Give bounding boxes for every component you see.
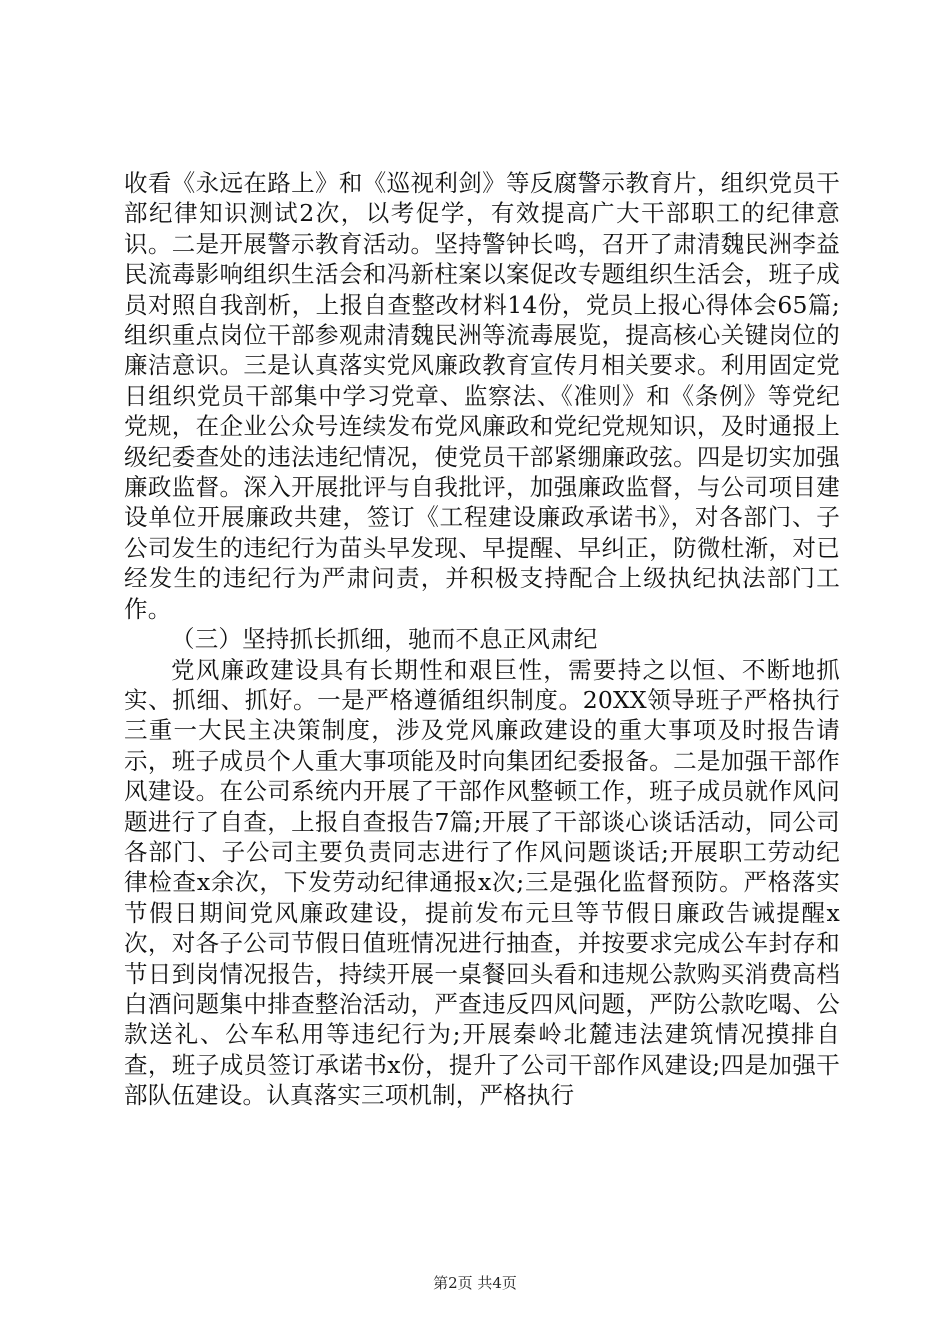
paragraph: 党风廉政建设具有长期性和艰巨性，需要持之以恒、不断地抓实、抓细、抓好。一是严格遵循组织制度。20XX领导班子严格执行三重一大民主决策制度，涉及党风廉政建设的重大事项及时报告请示，班子成员个人重大事项能及时向集团纪委报备。二是加强干部作风建设。在公司系统内开展了干部作风整顿工作，班子成员就作风问题进行了自查，上报自查报告7篇;开展了干部谈心谈话活动，同公司各部门、子公司主要负责同志进行了作风问题谈话;开展职工劳动纪律检查x余次，下发劳动纪律通报x次;三是强化监督预防。严格落实节假日期间党风廉政建设，提前发布元旦等节假日廉政告诫提醒x次，对各子公司节假日值班情况进行抽查，并按要求完成公车封存和节日到岗情况报告，持续开展一桌餐回头看和违规公款购买消费高档白酒问题集中排查整治活动，严查违反四风问题，严防公款吃喝、公款送礼、公车私用等违纪行为;开展秦岭北麓违法建筑情况摸排自查，班子成员签订承诺书x份，提升了公司干部作风建设;四是加强干部队伍建设。认真落实三项机制，严格执行: [124, 655, 840, 1110]
paragraph-continued: 收看《永远在路上》和《巡视利剑》等反腐警示教育片，组织党员干部纪律知识测试2次，以考促学，有效提高广大干部职工的纪律意识。二是开展警示教育活动。坚持警钟长鸣，召开了肃清魏民洲李益民流毒影响组织生活会和冯新柱案以案促改专题组织生活会，班子成员对照自我剖析，上报自查整改材料14份，党员上报心得体会65篇;组织重点岗位干部参观肃清魏民洲等流毒展览，提高核心关键岗位的廉洁意识。三是认真落实党风廉政教育宣传月相关要求。利用固定党日组织党员干部集中学习党章、监察法、《准则》和《条例》等党纪党规，在企业公众号连续发布党风廉政和党纪党规知识，及时通报上级纪委查处的违法违纪情况，使党员干部紧绷廉政弦。四是切实加强廉政监督。深入开展批评与自我批评，加强廉政监督，与公司项目建设单位开展廉政共建，签订《工程建设廉政承诺书》，对各部门、子公司发生的违纪行为苗头早发现、早提醒、早纠正，防微杜渐，对已经发生的违纪行为严肃问责，并积极支持配合上级执纪执法部门工作。: [124, 169, 840, 623]
document-body: [124, 168, 840, 1111]
page-footer: 第2页 共4页: [433, 1274, 517, 1292]
section-heading: （三）坚持抓长抓细，驰而不息正风肃纪: [171, 625, 598, 654]
